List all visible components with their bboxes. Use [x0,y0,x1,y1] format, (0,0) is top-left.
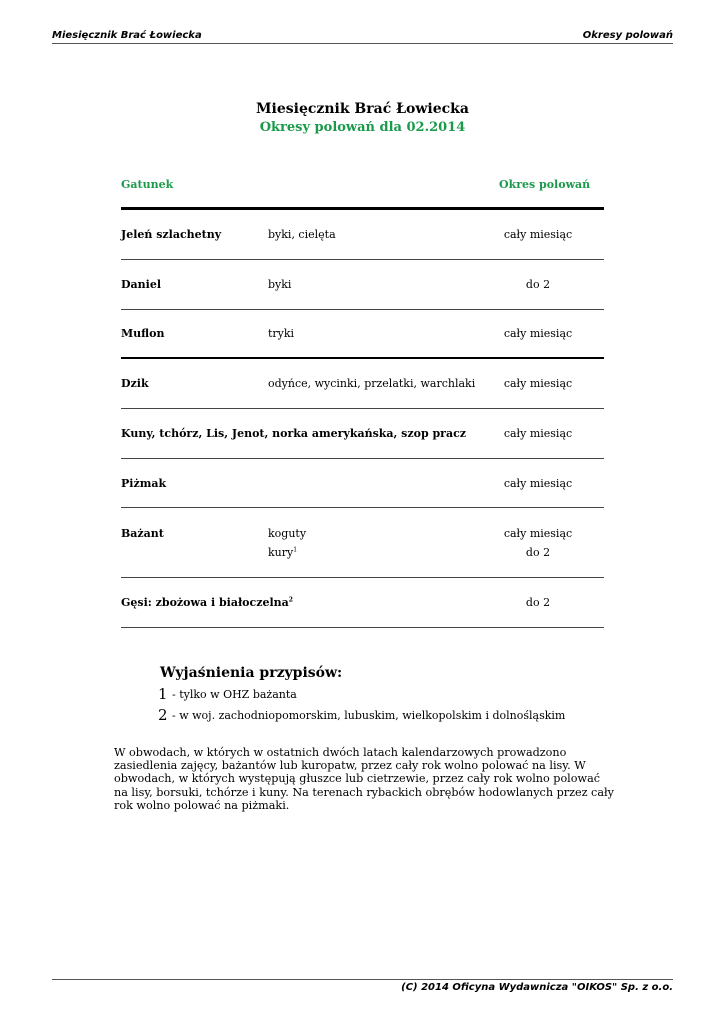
row-season: cały miesiąc [503,228,573,241]
footnote-number: 2 [158,706,168,724]
explanatory-paragraph: W obwodach, w których w ostatnich dwóch latach kalendarzowych prowadzono zasiedlenia zajęcy, bażantów lub kuropatw, przez cały rok wolno polować na lisy. W obwodach, w których występują głuszce lub cietrzewie, przez cały rok wolno polować na lisy, borsuki, tchórze i kuny. Na terenach rybackich obrębów hodowlanych przez cały rok wolno polować na piżmaki. [114,746,614,812]
row-species: Muflon [121,327,165,340]
row-season-secondary: do 2 [525,546,551,559]
footnote-text: - tylko w OHZ bażanta [172,688,297,701]
table-header-rule [121,207,604,210]
column-header-season: Okres polowań [499,178,591,191]
row-season: cały miesiąc [503,377,573,390]
row-species: Kuny, tchórz, Lis, Jenot, norka amerykańska, szop pracz [121,427,467,440]
footnotes-heading: Wyjaśnienia przypisów: [160,665,343,681]
row-divider [121,408,604,409]
row-season: do 2 [525,596,551,609]
row-detail-secondary [268,546,297,560]
row-species: Bażant [121,527,164,540]
row-detail: odyńce, wycinki, przelatki, warchlaki [268,377,476,390]
footnote-number: 1 [158,685,168,703]
document-title: Miesięcznik Brać Łowiecka [256,101,469,117]
row-species [121,596,293,610]
header-rule [52,43,673,44]
footnote-marker: 2 [288,596,293,604]
row-season: cały miesiąc [503,477,573,490]
row-divider [121,458,604,459]
row-divider [121,309,604,310]
document-subtitle: Okresy polowań dla 02.2014 [259,120,466,135]
row-divider [121,627,604,628]
row-divider [121,507,604,508]
row-season: cały miesiąc [503,427,573,440]
row-species-text: Gęsi: zbożowa i białoczelna [121,596,289,609]
row-divider [121,577,604,578]
running-header-right: Okresy polowań [582,30,673,41]
footer-rule [52,979,673,980]
row-detail-secondary-text: kury [268,546,294,559]
copyright-footer: (C) 2014 Oficyna Wydawnicza "OIKOS" Sp. z o.o. [401,982,673,993]
row-season: do 2 [525,278,551,291]
row-divider [121,259,604,260]
row-season: cały miesiąc [503,327,573,340]
row-species: Dzik [121,377,149,390]
row-divider [121,357,604,359]
running-header-left: Miesięcznik Brać Łowiecka [52,30,202,41]
row-detail: tryki [268,327,295,340]
footnote-text: - w woj. zachodniopomorskim, lubuskim, wielkopolskim i dolnośląskim [172,709,566,722]
column-header-species: Gatunek [121,178,174,191]
row-detail: koguty [268,527,307,540]
row-species: Jeleń szlachetny [121,228,222,241]
footnote-marker: 1 [293,546,298,554]
row-season: cały miesiąc [503,527,573,540]
row-detail: byki [268,278,292,291]
row-detail: byki, cielęta [268,228,336,241]
row-species: Piżmak [121,477,167,490]
row-species: Daniel [121,278,162,291]
